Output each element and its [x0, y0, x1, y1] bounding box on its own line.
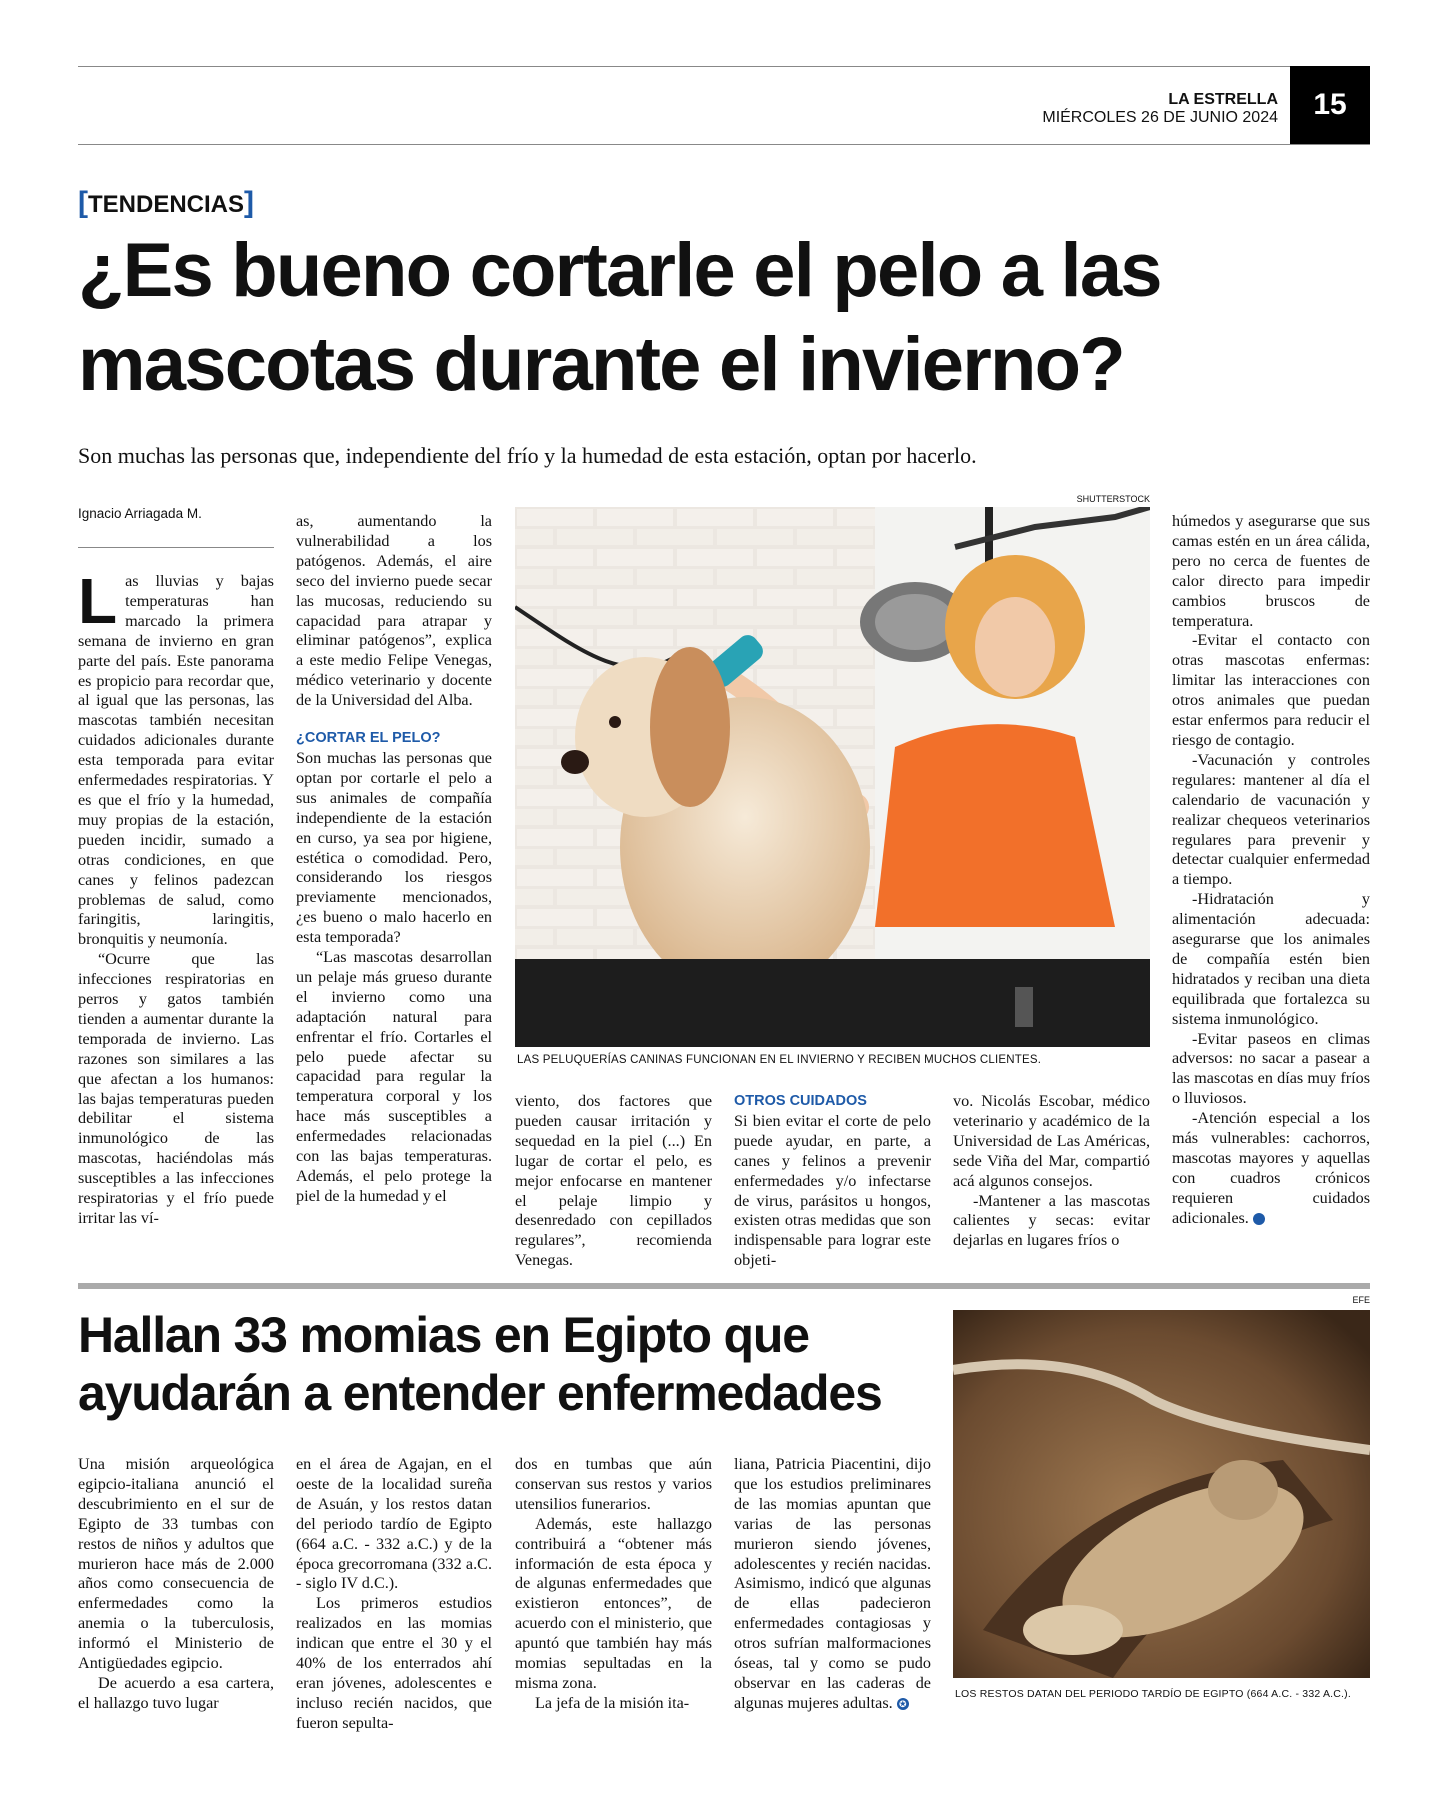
article1-column-4 — [734, 1092, 931, 1271]
article2-title: Hallan 33 momias en Egipto que ayudarán a entender enfermedades — [78, 1307, 882, 1421]
col2-paragraph-2: Son muchas las personas que optan por cortarle el pelo a sus animales de compañía independiente de la estación en curso, ya sea por higiene, estética o comodidad. Pero, considerando los riesgos previamente mencionados, ¿es bueno o malo hacerlo en esta temporada? — [296, 748, 492, 947]
photo2-credit: EFE — [1352, 1295, 1370, 1305]
issue-date: MIÉRCOLES 26 DE JUNIO 2024 — [1042, 109, 1278, 126]
grooming-photo-image — [515, 507, 1150, 1047]
a2-col4-paragraph-1 — [734, 1455, 931, 1714]
a2-col3-paragraph-1: dos en tumbas que aún conservan sus restos y varios utensilios funerarios. — [515, 1455, 712, 1513]
col5-paragraph-1: vo. Nicolás Escobar, médico veterinario y académico de la Universidad de Las Américas, sede Viña del Mar, compartió acá algunos consejos. — [953, 1092, 1150, 1190]
photo-credit: SHUTTERSTOCK — [1076, 494, 1150, 504]
article2-column-2 — [296, 1455, 492, 1734]
section-separator — [78, 1283, 1370, 1289]
article1-column-5 — [953, 1092, 1150, 1251]
col3-paragraph-1: viento, dos factores que pueden causar irritación y sequedad en la piel (...) En lugar de cortar el pelo, es mejor enfocarse en mantener el pelaje limpio y desenredado con cepillados regulares”, recomienda Venegas. — [515, 1092, 712, 1270]
bracket-open: [ — [78, 186, 88, 219]
col1-paragraph-2: “Ocurre que las infecciones respiratorias en perros y gatos también tienden a aumentar durante la temporada de invierno. Las razones son similares a las que afectan a los humanos: las bajas temperaturas pueden debilitar el sistema inmunológico de las mascotas, haciéndolas más susceptibles a las infecciones respiratorias y el frío puede irritar las ví- — [78, 950, 274, 1227]
bracket-close: ] — [244, 186, 255, 219]
subheading-cortar: ¿CORTAR EL PELO? — [296, 730, 441, 747]
article2-column-3 — [515, 1455, 712, 1714]
col2-paragraph-3: “Las mascotas desarrollan un pelaje más grueso durante el invierno como una adaptación natural para enfrentar el frío. Cortarles el pelo puede afectar su capacidad para regular la temperatura corporal y los hace más susceptibles a enfermedades relacionadas con las bajas temperaturas. Además, el pelo protege la piel de la humedad y el — [296, 948, 492, 1205]
col6-paragraph-6 — [1172, 1109, 1370, 1228]
mummy-photo — [953, 1310, 1370, 1678]
header-meta — [960, 91, 1278, 127]
subheading-otros-cuidados: OTROS CUIDADOS — [734, 1093, 867, 1109]
col2-paragraph-1: as, aumentando la vulnerabilidad a los patógenos. Además, el aire seco del invierno puede secar las mucosas, reduciendo su capacidad para atrapar y eliminar patógenos”, explica a este medio Felipe Venegas, médico veterinario y docente de la Universidad del Alba. — [296, 512, 492, 710]
section-label: TENDENCIAS — [88, 191, 245, 218]
grooming-photo-caption: LAS PELUQUERÍAS CANINAS FUNCIONAN EN EL INVIERNO Y RECIBEN MUCHOS CLIENTES. — [517, 1054, 1042, 1066]
grooming-photo — [515, 507, 1150, 1047]
article1-column-3 — [515, 1092, 712, 1271]
article1-column-6 — [1172, 512, 1370, 1229]
article1-column-2 — [296, 512, 492, 1207]
col1-paragraph-1: as lluvias y bajas temperaturas han marcado la primera semana de invierno en gran parte del país. Este panorama es propicio para recordar que, al igual que las personas, las mascotas también necesitan cuidados adicionales durante esta temporada para evitar enfermedades respiratorias. Y es que el frío y la humedad, muy propias de la estación, pueden incidir, sumado a otras condiciones, en que canes y felinos padezcan problemas de salud, como faringitis, laringitis, bronquitis y neumonía. — [78, 572, 274, 949]
col6-paragraph-2: -Evitar el contacto con otras mascotas enfermas: limitar las interacciones con otros animales que puedan estar enfermos para reducir el riesgo de contagio. — [1172, 631, 1370, 749]
mummy-photo-image — [953, 1310, 1370, 1678]
a2-col2-paragraph-1: en el área de Agajan, en el oeste de la localidad sureña de Asuán, y los restos datan del periodo tardío de Egipto (664 a.C. - 332 a.C.) y de la época grecorromana (332 a.C. - siglo IV d.C.). — [296, 1455, 492, 1593]
author-byline: Ignacio Arriagada M. — [78, 506, 202, 521]
byline-rule — [78, 547, 274, 548]
article2-column-1 — [78, 1455, 274, 1714]
col6-paragraph-6-text: -Atención especial a los más vulnerables: cachorros, mascotas mayores y aquellas con cuadros crónicos requieren cuidados adicionales. — [1172, 1109, 1370, 1227]
a2-col1-paragraph-1: Una misión arqueológica egipcio-italiana anunció el descubrimiento en el sur de Egipto de 33 tumbas con restos de niños y adultos que murieron hace más de 2.000 años como consecuencia de enfermedades como la anemia o la tuberculosis, informó el Ministerio de Antigüedades egipcio. — [78, 1455, 274, 1673]
newspaper-name: LA ESTRELLA — [1168, 91, 1278, 108]
end-mark-icon: ✪ — [1253, 1213, 1265, 1225]
a2-col4-paragraph-1-text: liana, Patricia Piacentini, dijo que los estudios preliminares de las momias apuntan que varias de las personas murieron siendo jóvenes, adolescentes y recién nacidas. Asimismo, indicó que algunas de ellas padecieron enfermedades contagiosas y otros sufrían malformaciones óseas, tal y como se pudo observar en las caderas de algunas mujeres adultas. — [734, 1455, 931, 1712]
col5-paragraph-2: -Mantener a las mascotas calientes y secas: evitar dejarlas en lugares fríos o — [953, 1191, 1150, 1250]
a2-col1-paragraph-2: De acuerdo a esa cartera, el hallazgo tuvo lugar — [78, 1673, 274, 1712]
article-title: ¿Es bueno cortarle el pelo a las mascotas durante el invierno? — [78, 228, 1161, 407]
top-rule — [78, 66, 1370, 67]
col6-paragraph-5: -Evitar paseos en climas adversos: no sacar a pasear a las mascotas en días muy fríos o lluviosos. — [1172, 1029, 1370, 1108]
page-number — [1290, 66, 1370, 144]
end-mark-icon: ✪ — [897, 1698, 909, 1710]
a2-col2-paragraph-2: Los primeros estudios realizados en las momias indican que entre el 30 y el 40% de los enterrados ahí eran jóvenes, adolescentes e incluso recién nacidos, que fueron sepulta- — [296, 1594, 492, 1732]
a2-col3-paragraph-3: La jefa de la misión ita- — [535, 1693, 690, 1712]
article2-column-4 — [734, 1455, 931, 1714]
section-tag — [78, 186, 254, 220]
col6-paragraph-3: -Vacunación y controles regulares: mantener al día el calendario de vacunación y realizar chequeos veterinarios regulares para prevenir y detectar cualquier enfermedad a tiempo. — [1172, 750, 1370, 889]
drop-cap: L — [78, 565, 118, 637]
article-subtitle: Son muchas las personas que, independiente del frío y la humedad de esta estación, optan por hacerlo. — [78, 443, 977, 468]
article1-column-1 — [78, 565, 274, 1229]
mummy-photo-caption: LOS RESTOS DATAN DEL PERIODO TARDÍO DE EGIPTO (664 A.C. - 332 A.C.). — [955, 1688, 1351, 1700]
col4-paragraph-1: Si bien evitar el corte de pelo puede ayudar, en parte, a canes y felinos a prevenir enfermedades y/o infectarse de virus, parásitos u hongos, existen otras medidas que son indispensable para lograr este objeti- — [734, 1111, 931, 1270]
page-number-text: 15 — [1313, 88, 1347, 121]
col6-paragraph-4: -Hidratación y alimentación adecuada: asegurarse que los animales de compañía estén bien hidratados y reciban una dieta equilibrada que fortalezca su sistema inmunológico. — [1172, 890, 1370, 1028]
a2-col3-paragraph-2: Además, este hallazgo contribuirá a “obtener más información de esta época y de algunas enfermedades que existieron entonces”, de acuerdo con el ministerio, que apuntó que también hay más momias sepultadas en la misma zona. — [515, 1514, 712, 1692]
header-rule — [78, 144, 1370, 145]
col6-paragraph-1: húmedos y asegurarse que sus camas estén en un área cálida, pero no cerca de fuentes de calor directo para impedir cambios bruscos de temperatura. — [1172, 512, 1370, 630]
